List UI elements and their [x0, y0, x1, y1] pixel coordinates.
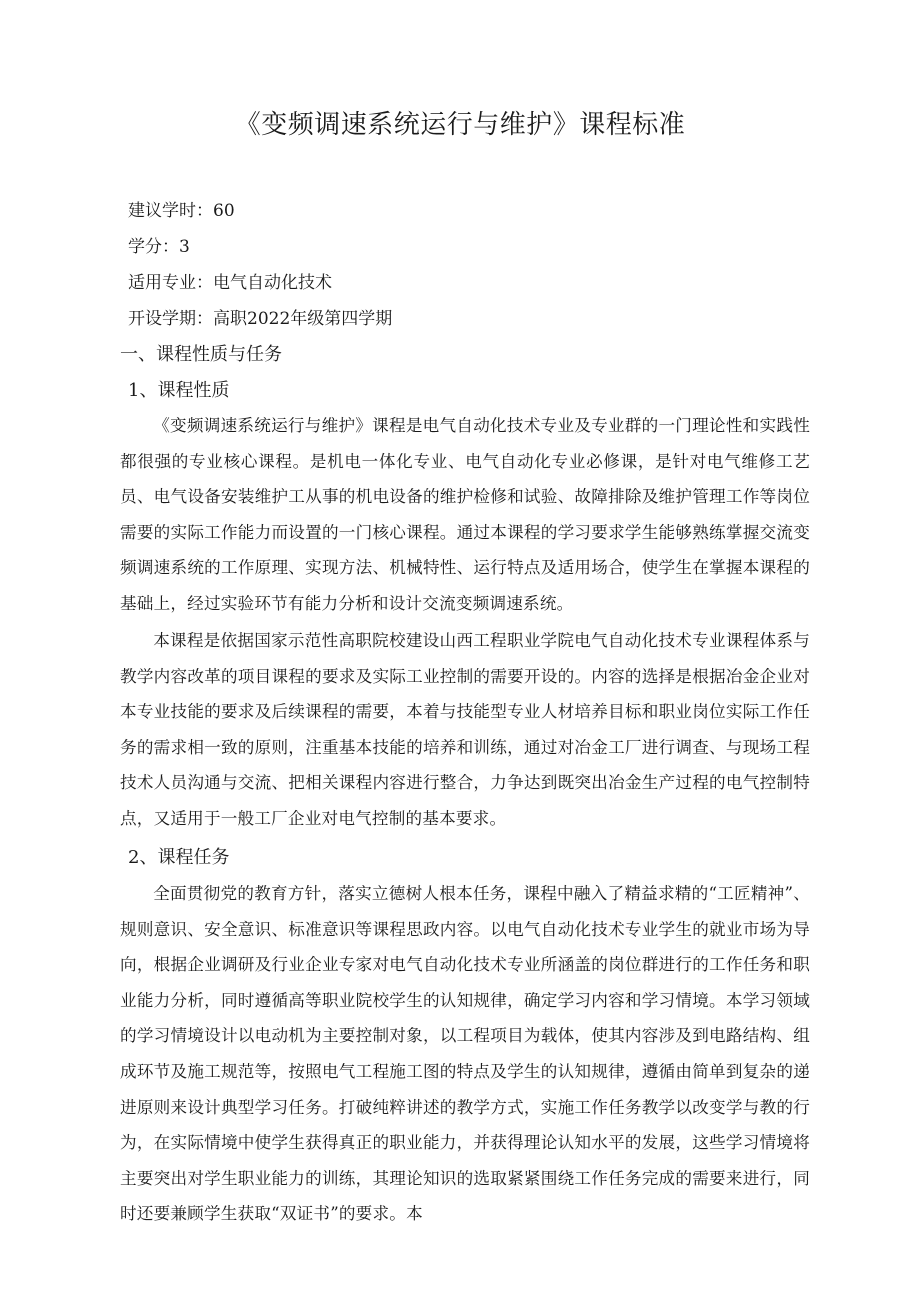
paragraph-course-nature-2: 本课程是依据国家示范性高职院校建设山西工程职业学院电气自动化技术专业课程体系与教学内容改革的项目课程的要求及实际工业控制的需要开设的。内容的选择是根据冶金企业对本专业技能的要求及后续课程的需要，本着与技能型专业人材培养目标和职业岗位实际工作任务的需求相一致的原则，注重基本技能的培养和训练，通过对冶金工厂进行调查、与现场工程技术人员沟通与交流、把相关课程内容进行整合，力争达到既突出冶金生产过程的电气控制特点，又适用于一般工厂企业对电气控制的基本要求。: [120, 631, 810, 828]
document-title: 《变频调速系统运行与维护》课程标准: [234, 110, 686, 140]
suggested-hours: 建议学时：60: [128, 201, 235, 221]
applicable-major: 适用专业：电气自动化技术: [128, 273, 332, 293]
subsection-heading-course-tasks: 2、课程任务: [128, 847, 230, 868]
section-heading-course-nature-and-tasks: 一、课程性质与任务: [120, 344, 282, 365]
paragraph-course-tasks-1: 全面贯彻党的教育方针，落实立德树人根本任务，课程中融入了精益求精的“工匠精神”、规则意识、安全意识、标准意识等课程思政内容。以电气自动化技术专业学生的就业市场为导向，根据企业调研及行业企业专家对电气自动化技术专业所涵盖的岗位群进行的工作任务和职业能力分析，同时遵循高等职业院校学生的认知规律，确定学习内容和学习情境。本学习领域的学习情境设计以电动机为主要控制对象，以工程项目为载体，使其内容涉及到电路结构、组成环节及施工规范等，按照电气工程施工图的特点及学生的认知规律，遵循由简单到复杂的递进原则来设计典型学习任务。打破纯粹讲述的教学方式，实施工作任务教学以改变学与教的行为，在实际情境中使学生获得真正的职业能力，并获得理论认知水平的发展，这些学习情境将主要突出对学生职业能力的训练，其理论知识的选取紧紧围绕工作任务完成的需要来进行，同时还要兼顾学生获取“双证书”的要求。本: [120, 884, 810, 1224]
credits: 学分：3: [128, 237, 190, 257]
subsection-heading-course-nature: 1、课程性质: [128, 380, 230, 401]
paragraph-course-nature-1: 《变频调速系统运行与维护》课程是电气自动化技术专业及专业群的一门理论性和实践性都很强的专业核心课程。是机电一体化专业、电气自动化专业必修课，是针对电气维修工艺员、电气设备安装维护工从事的机电设备的维护检修和试验、故障排除及维护管理工作等岗位需要的实际工作能力而设置的一门核心课程。通过本课程的学习要求学生能够熟练掌握交流变频调速系统的工作原理、实现方法、机械特性、运行特点及适用场合，使学生在掌握本课程的基础上，经过实验环节有能力分析和设计交流变频调速系统。: [120, 416, 810, 613]
offering-semester: 开设学期：高职2022年级第四学期: [128, 309, 393, 329]
